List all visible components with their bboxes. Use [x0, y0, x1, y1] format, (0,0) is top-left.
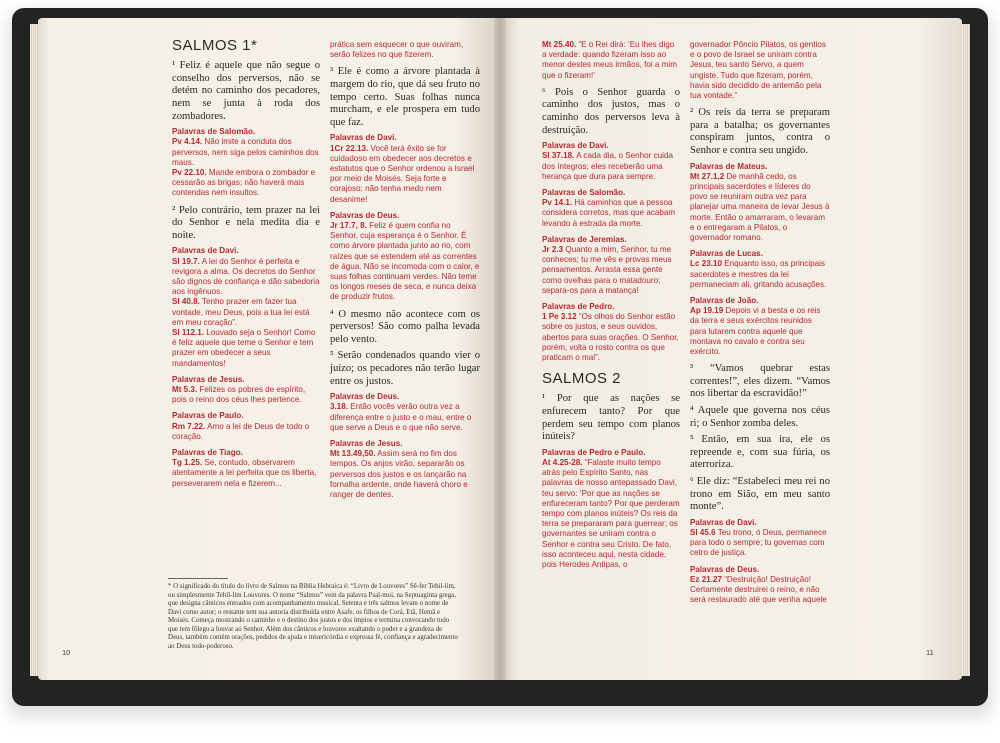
commentary-entry: [172, 168, 320, 199]
commentary-text: De manhã cedo, os principais sacerdotes e líderes do povo se reuniram outra vez para planejar uma maneira de levar Jesus à morte. Então o amarraram, o levaram e o entregaram a Pilatos, o governador romano.: [690, 171, 830, 243]
scripture-reference: 1 Pe 3.12: [542, 312, 577, 322]
commentary-entry: [690, 259, 830, 290]
commentary-text: Se, contudo, observarem atentamente a lei perfeita que os liberta, perseverarem nela e fizerem...: [172, 458, 317, 488]
commentary-entry: [172, 458, 320, 489]
commentary-block: [542, 302, 680, 363]
commentary-block: [690, 249, 830, 290]
commentary-entry: [172, 257, 320, 298]
psalm-heading: SALMOS 2: [542, 370, 622, 388]
verse-text: ⁵ Serão condenados quando vier o juízo; os pecadores não terão lugar entre os justos.: [330, 350, 480, 387]
commentary-block: [690, 162, 830, 244]
commentary-title: Palavras de Lucas.: [690, 249, 763, 259]
commentary-title: Palavras de Davi.: [330, 133, 397, 143]
commentary-block: [330, 439, 480, 500]
commentary-title: Palavras de Salomão.: [542, 188, 626, 197]
right-column-2: [690, 40, 830, 611]
commentary-entry: [542, 458, 680, 570]
commentary-entry: [690, 528, 830, 559]
commentary-text: “Falaste muito tempo atrás pelo Espírito Santo, nas palavras de nosso antepassado Davi, teu servo: ‘Por que as nações se enfureceram tanto? Por que perderam tempo com planos inúteis? Os reis da terra se prepararam para guerrear; os governantes se uniram contra o Senhor e contra seu Cristo. De fato, isso aconteceu aqui, nesta cidade, pois Herodes Antipas, o: [542, 458, 680, 570]
verse-text: ¹ Feliz é aquele que não segue o conselho dos perversos, não se detém no caminho dos pecadores, nem se junta à roda dos zombadores.: [172, 60, 320, 122]
left-column-2: [330, 40, 480, 506]
commentary-text: Não imite a conduta dos perversos, nem siga pelos caminhos dos maus.: [172, 137, 319, 167]
scripture-reference: Ez 21.27: [690, 574, 722, 584]
commentary-block: [172, 127, 320, 198]
psalm-1-heading: SALMOS 1*: [172, 37, 258, 54]
verse-text: ⁴ O mesmo não acontece com os perversos! São como palha levada pelo vento.: [330, 308, 480, 345]
verse-text: ³ “Vamos quebrar estas correntes!”, eles dizem. “Vamos nos libertar da escravidão!”: [690, 363, 830, 400]
scripture-reference: Sl 45.6: [690, 527, 716, 537]
commentary-text: Há caminhos que a pessoa considera corretos, mas que acabam levando à estrada da morte.: [542, 198, 676, 228]
verse-text: ² Os reis da terra se preparam para a batalha; os governantes conspiram juntos, contra o Senhor e contra seu ungido.: [690, 107, 830, 156]
left-page-edges: [30, 24, 38, 676]
commentary-block: [330, 40, 480, 60]
scripture-reference: Mt 27.1,2: [690, 171, 725, 181]
scripture-reference: Rm 7.22.: [172, 421, 206, 431]
verse-text: ⁶ Ele diz: “Estabeleci meu rei no trono em Sião, em meu santo monte”.: [690, 476, 830, 513]
commentary-block: [690, 296, 830, 357]
commentary-block: [330, 211, 480, 303]
scripture-reference: Pv 22.10.: [172, 167, 207, 177]
scripture-reference: Sl 37.18.: [542, 151, 575, 161]
commentary-block: [690, 565, 830, 606]
commentary-block: [330, 392, 480, 433]
page-number-left: 10: [62, 648, 71, 657]
commentary-title: Palavras de Pedro e Paulo.: [542, 447, 646, 457]
scripture-reference: Jr 2.3: [542, 245, 564, 255]
commentary-title: Palavras de Deus.: [330, 392, 400, 402]
scripture-reference: Mt 13.49,50.: [330, 449, 376, 459]
scripture-reference: Sl 40.8.: [172, 297, 200, 307]
commentary-text: Quanto a mim, Senhor, tu me conheces; tu me vês e provas meus pensamentos. Arrasta essa gente como ovelhas para o matadouro; separa-os para a matança!: [542, 245, 672, 295]
footnote-rule: [168, 578, 228, 579]
left-column-1: [172, 37, 320, 495]
commentary-block: [690, 518, 830, 559]
commentary-text: Assim será no fim dos tempos. Os anjos virão, separarão os perversos dos justos e os lançarão na fornalha ardente, onde haverá choro e ranger de dentes.: [330, 449, 468, 500]
commentary-text: governador Pôncio Pilatos, os gentios e o povo de Israel se uniram contra Jesus, teu santo Servo, a quem ungiste. Tudo que fizeram, porém, havia sido decidido de antemão pela tua vontade.”: [690, 40, 826, 101]
verse-text: ³ Ele é como a árvore plantada à margem do rio, que dá seu fruto no tempo certo. Suas folhas nunca murcham, e ele prospera em tudo que faz.: [330, 66, 480, 128]
commentary-block: [690, 40, 830, 101]
commentary-entry: [690, 40, 830, 101]
commentary-entry: [172, 422, 320, 442]
verse-text: ⁵ Então, em sua ira, ele os repreende e, com sua fúria, os aterroriza.: [690, 434, 830, 471]
commentary-title: Palavras de Mateus.: [690, 161, 768, 171]
commentary-entry: [690, 306, 830, 357]
commentary-title: Palavras de Jesus.: [172, 374, 245, 384]
scripture-reference: Sl 19.7.: [172, 256, 200, 266]
commentary-title: Palavras de Davi.: [690, 517, 757, 527]
scripture-reference: 1Cr 22.13.: [330, 143, 369, 153]
right-column-1: [542, 40, 680, 576]
scripture-reference: Ap 19.19: [690, 306, 724, 316]
verse-text: ¹ Por que as nações se enfurecem tanto? Por que perdem seu tempo com planos inúteis?: [542, 393, 680, 443]
commentary-title: Palavras de Jesus.: [330, 439, 403, 448]
scripture-reference: Lc 23.10: [690, 259, 722, 269]
commentary-text: Enquanto isso, os principais sacerdotes e mestres da lei permaneciam ali, gritando acusações.: [690, 259, 827, 289]
commentary-text: Amo a lei de Deus de todo o coração.: [172, 421, 310, 441]
commentary-text: Depois vi a besta e os reis da terra e seus exércitos reunidos para lutarem contra aquele que montava no cavalo e contra seu exército.: [690, 306, 821, 357]
commentary-entry: [330, 40, 480, 60]
commentary-block: [172, 375, 320, 406]
commentary-block: [172, 246, 320, 368]
commentary-title: Palavras de Jeremias.: [542, 234, 627, 244]
scripture-reference: Tg 1.25.: [172, 458, 203, 468]
commentary-title: Palavras de João.: [690, 296, 759, 306]
verse-text: ⁴ Aquele que governa nos céus ri; o Senhor zomba deles.: [690, 405, 830, 429]
commentary-block: [172, 411, 320, 442]
commentary-block: [542, 141, 680, 182]
commentary-entry: [542, 151, 680, 182]
commentary-text: prática sem esquecer o que ouviram, serão felizes no que fizerem.: [330, 40, 464, 60]
commentary-block: [542, 235, 680, 296]
commentary-entry: [330, 144, 480, 205]
commentary-text: A cada dia, o Senhor cuida dos íntegros; eles receberão uma herança que dura para sempre.: [542, 151, 673, 181]
scripture-reference: Pv 14.1.: [542, 198, 573, 208]
commentary-entry: [330, 402, 480, 433]
commentary-entry: [330, 449, 480, 500]
commentary-title: Palavras de Davi.: [172, 246, 239, 256]
commentary-block: [330, 133, 480, 204]
scripture-reference: Pv 4.14.: [172, 137, 203, 147]
commentary-text: Você terá êxito se for cuidadoso em obedecer aos decretos e estatutos que o Senhor ordenou a Israel por meio de Moisés. Seja forte e corajoso; não tenha medo nem desanime!: [330, 143, 475, 204]
commentary-entry: [690, 172, 830, 243]
commentary-entry: [542, 40, 680, 81]
commentary-entry: [172, 297, 320, 328]
verse-text: ² Pelo contrário, tem prazer na lei do Senhor e nela medita dia e noite.: [172, 204, 320, 241]
commentary-entry: [690, 575, 830, 606]
commentary-title: Palavras de Davi.: [542, 141, 609, 151]
scripture-reference: Sl 112.1.: [172, 328, 204, 337]
commentary-entry: [330, 221, 480, 303]
commentary-block: [542, 188, 680, 229]
commentary-text: Feliz é quem confia no Senhor, cuja esperança é o Senhor. É como árvore plantada junto ao rio, com raízes que se estendem até as correntes de água. Não se incomoda com o calor, e suas folhas continuam verdes. Não teme os longos meses de seca, e nunca deixa de produzir frutos.: [330, 221, 480, 302]
scripture-reference: Mt 5.3.: [172, 385, 198, 395]
commentary-block: [172, 448, 320, 489]
right-page-edges: [962, 24, 970, 676]
commentary-entry: [542, 312, 680, 363]
commentary-title: Palavras de Deus.: [330, 210, 400, 220]
commentary-text: Tenho prazer em fazer tua vontade, meu Deus, pois a tua lei está em meu coração”.: [172, 297, 310, 327]
commentary-title: Palavras de Deus.: [690, 564, 760, 574]
commentary-title: Palavras de Pedro.: [542, 302, 615, 312]
scripture-reference: Mt 25.40.: [542, 40, 577, 49]
commentary-title: Palavras de Tiago.: [172, 448, 243, 458]
commentary-block: [542, 448, 680, 570]
commentary-text: “E o Rei dirá: ‘Eu lhes digo a verdade: quando fizeram isso ao menor destes meus irmãos, foi a mim que o fizeram!’: [542, 40, 677, 80]
commentary-entry: [542, 245, 680, 296]
page-number-right: 11: [926, 648, 934, 657]
commentary-entry: [542, 198, 680, 229]
commentary-text: Mande embora o zombador e cessarão as brigas; não haverá mais contendas nem insultos.: [172, 167, 316, 198]
commentary-text: “Destruição! Destruição! Certamente destruirei o reino, e não será restaurado até que venha aquele: [690, 574, 827, 605]
commentary-text: “Os olhos do Senhor estão sobre os justos, e seus ouvidos, abertos para suas orações. O Senhor, porém, volta o rosto contra os que praticam o mal”.: [542, 312, 679, 363]
commentary-text: A lei do Senhor é perfeita e revigora a alma. Os decretos do Senhor são dignos de confiança e dão sabedoria aos ingênuos.: [172, 256, 320, 297]
book-spine: [494, 18, 506, 680]
footnote: * O significado do título do livro de Salmos na Bíblia Hebraica é: “Livro de Louvores” Sê-fer Tehil-lim, ou simplesmente Tehil-lim Louvores. O nome “Salmos” vem da palavra Psal-moi, na Septuaginta grega, que designa cânticos entoados com acompanhamento musical. Setenta e três salmos levam o nome de Davi como autor; o restante tem sua autoria distribuída entre Asafe, os filhos de Corá, Etã, Hemã e Moisés. Começa mostrando o caminho e o destino dos justos e dos ímpios e termina convocando tudo que tem fôlego a louvar ao Senhor. Além dos cânticos e louvores exaltando o poder e a grandeza de Deus, também contém orações, pedidos de ajuda e misericórdia e expressa fé, confiança e agradecimento ao Deus todo-poderoso.: [168, 583, 458, 650]
commentary-entry: [172, 328, 320, 369]
commentary-text: Então vocês verão outra vez a diferença entre o justo e o mau, entre o que serve a Deus e o que não serve.: [330, 402, 472, 432]
commentary-title: Palavras de Paulo.: [172, 411, 244, 421]
commentary-text: Louvado seja o Senhor! Como é feliz aquele que teme o Senhor e tem prazer em obedecer a seus mandamentos!: [172, 328, 316, 368]
scripture-reference: At 4.25-28.: [542, 458, 583, 468]
commentary-entry: [172, 137, 320, 168]
verse-text: ⁶ Pois o Senhor guarda o caminho dos justos, mas o caminho dos perversos leva à destruição.: [542, 86, 680, 136]
commentary-block: [542, 40, 680, 81]
commentary-text: Teu trono, ó Deus, permanece para todo o sempre; tu governas com cetro de justiça.: [690, 527, 827, 558]
scripture-reference: Jr 17.7, 8.: [330, 221, 367, 230]
commentary-entry: [172, 385, 320, 405]
scripture-reference: 3.18.: [330, 402, 349, 412]
commentary-text: Felizes os pobres de espírito, pois o reino dos céus lhes pertence.: [172, 385, 306, 405]
commentary-title: Palavras de Salomão.: [172, 127, 256, 137]
